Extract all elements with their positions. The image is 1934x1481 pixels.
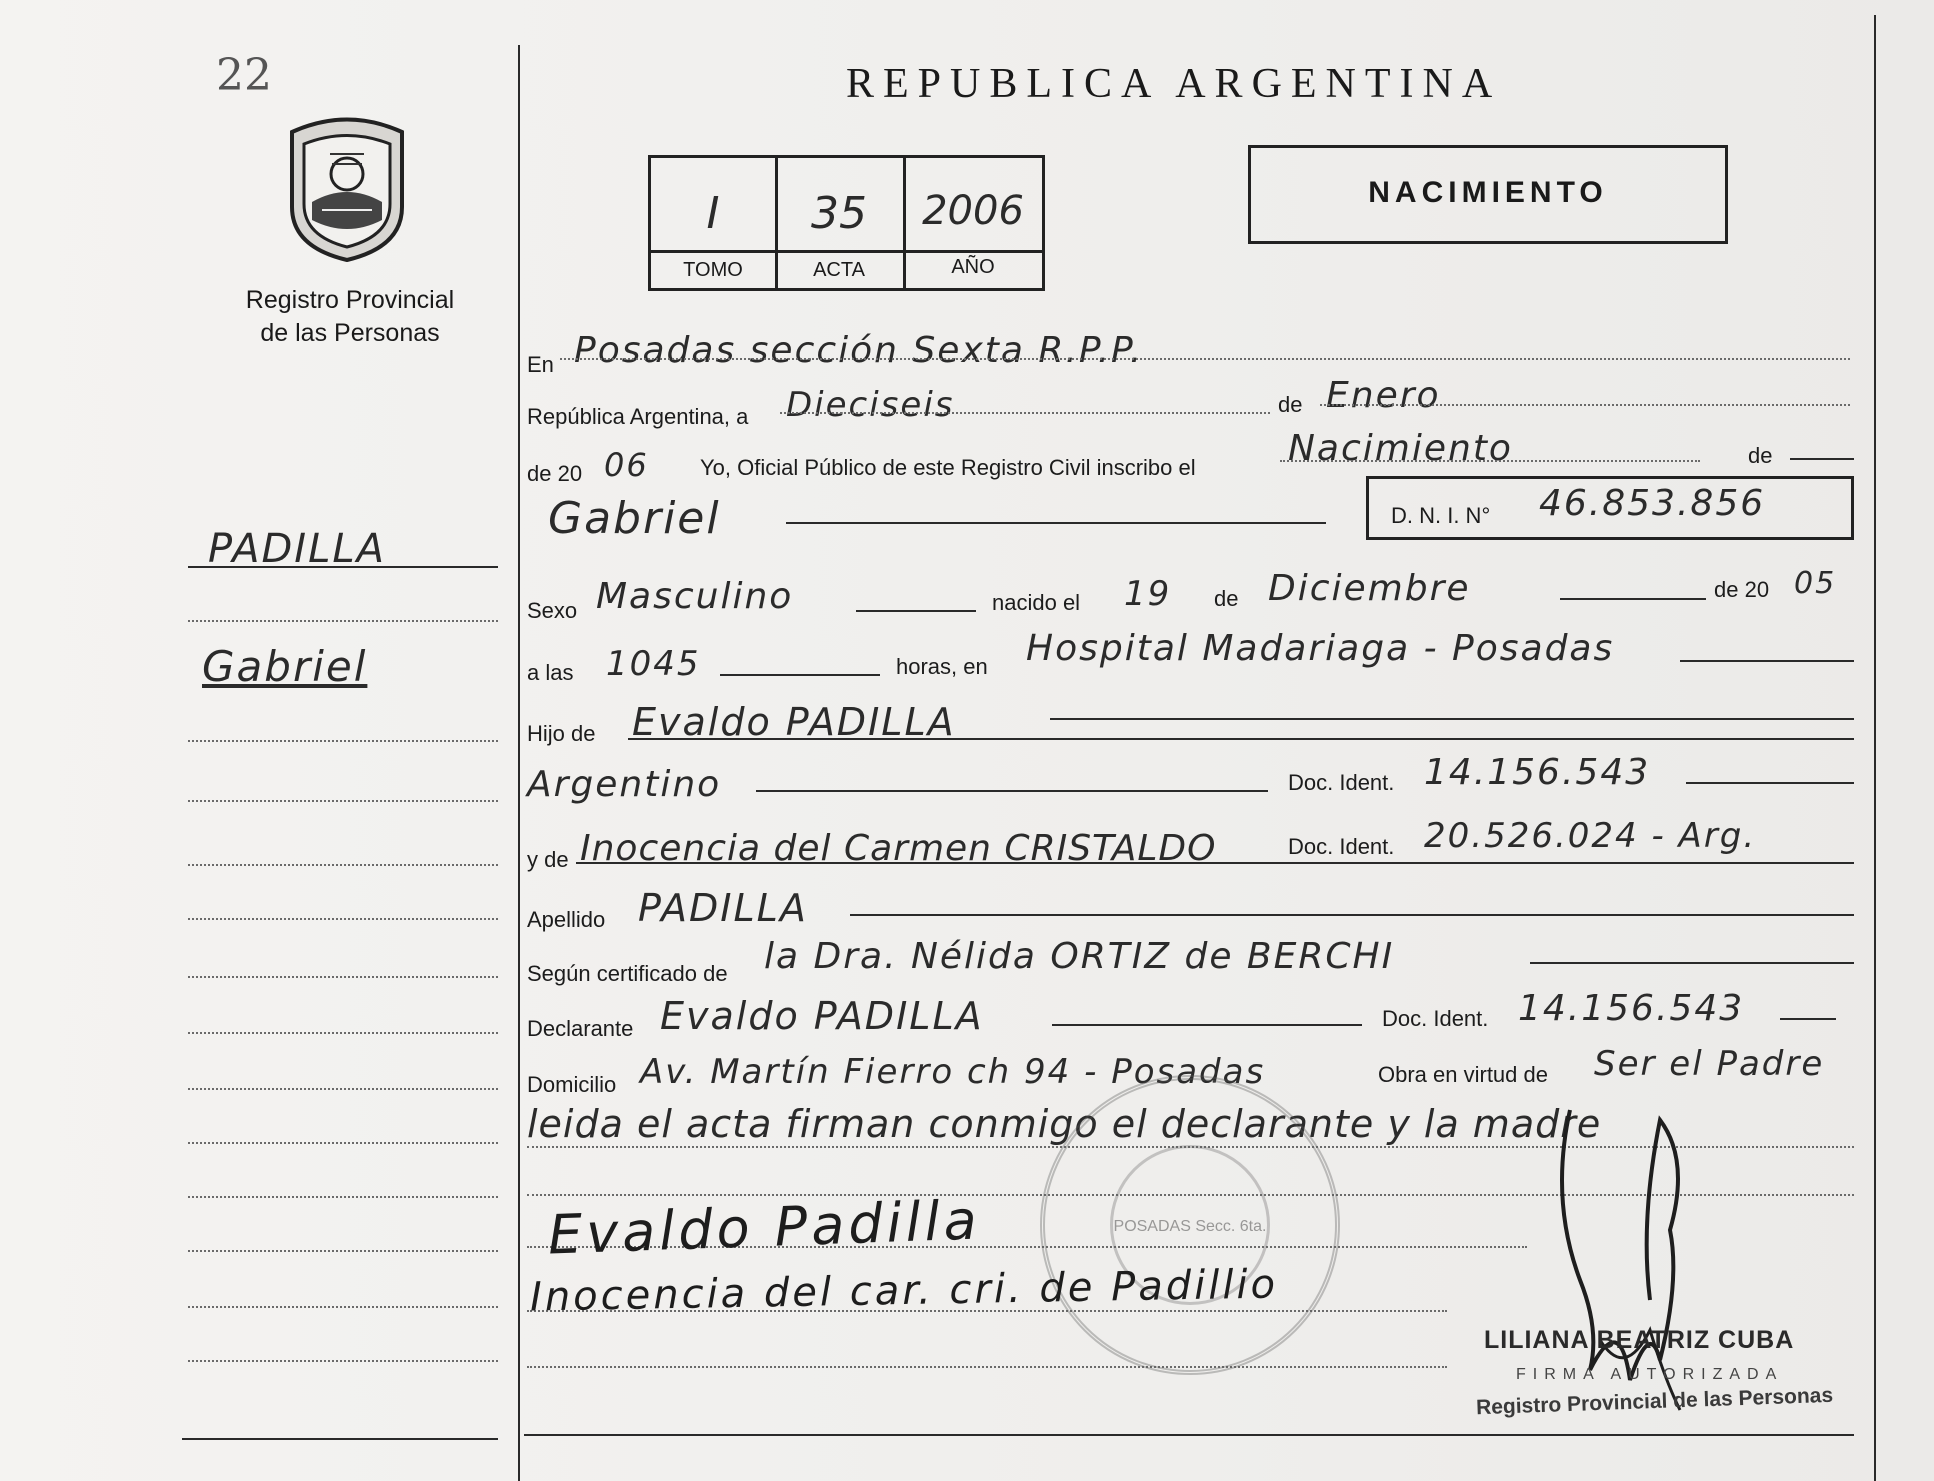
declarante-label: Declarante — [527, 1016, 634, 1041]
margin-line — [188, 918, 498, 920]
republica-label: República Argentina, a — [527, 404, 749, 429]
field-line — [1320, 404, 1850, 406]
margin-divider — [518, 45, 520, 1481]
madre-value: Inocencia del Carmen CRISTALDO — [580, 828, 1217, 869]
segun-label: Según certificado de — [527, 961, 728, 986]
doc-label-3: Doc. Ident. — [1382, 1006, 1489, 1031]
dni-label: D. N. I. N° — [1391, 503, 1491, 528]
doc-padre: 14.156.543 — [1424, 752, 1651, 793]
name-value: Gabriel — [548, 493, 721, 544]
sexo-value: Masculino — [596, 576, 794, 617]
apellido-value: PADILLA — [638, 886, 808, 930]
field-line — [576, 862, 1854, 864]
field-line — [1686, 782, 1854, 784]
field-line — [786, 522, 1326, 524]
seal-emblem-icon — [282, 112, 412, 262]
registry-stamp — [1040, 1075, 1340, 1375]
inscribo-value: Nacimiento — [1288, 428, 1513, 469]
dni-box — [1366, 476, 1854, 540]
margin-line — [188, 1142, 498, 1144]
field-line — [720, 674, 880, 676]
field-line — [1780, 1018, 1836, 1020]
margin-line — [188, 740, 498, 742]
de-label-3: de — [1214, 586, 1239, 611]
dni-value: 46.853.856 — [1539, 483, 1766, 524]
horas-label: horas, en — [896, 654, 988, 679]
office-line-2: de las Personas — [260, 319, 440, 347]
anio-label: AÑO — [951, 256, 995, 278]
margin-line — [188, 1196, 498, 1198]
oficial-label: Yo, Oficial Público de este Registro Civil inscribo el — [700, 455, 1196, 480]
field-line — [756, 790, 1268, 792]
field-line — [850, 914, 1854, 916]
country-title: REPUBLICA ARGENTINA — [846, 61, 1502, 107]
official-signature — [1540, 1080, 1710, 1440]
margin-given-name: Gabriel — [202, 642, 368, 691]
field-line — [1052, 1024, 1362, 1026]
obra-value: Ser el Padre — [1594, 1044, 1825, 1084]
apellido-label: Apellido — [527, 907, 606, 932]
birth-month: Diciembre — [1268, 568, 1471, 609]
margin-line — [188, 800, 498, 802]
margin-line — [188, 1306, 498, 1308]
box-divider — [651, 250, 1042, 253]
nacionalidad-padre: Argentino — [527, 764, 722, 805]
margin-line — [188, 1360, 498, 1362]
yde-label: y de — [527, 847, 569, 872]
en-value: Posadas sección Sexta R.P.P. — [574, 330, 1144, 371]
record-number-box — [648, 155, 1045, 291]
tomo-value: I — [706, 188, 720, 239]
margin-bottom-line — [182, 1438, 498, 1440]
month-value: Enero — [1326, 375, 1441, 416]
leida-value: leida el acta firman conmigo el declarante y la madre — [527, 1102, 1602, 1146]
nacido-label: nacido el — [992, 590, 1081, 615]
doc-madre: 20.526.024 - Arg. — [1424, 816, 1757, 856]
doc-label: Doc. Ident. — [1288, 770, 1395, 795]
de20-label-2: de 20 — [1714, 577, 1770, 602]
doc-declarante: 14.156.543 — [1518, 988, 1745, 1029]
field-line — [1050, 718, 1854, 720]
margin-surname-line — [188, 566, 498, 568]
official-office: Registro Provincial de las Personas — [1475, 1383, 1834, 1420]
margin-line — [188, 976, 498, 978]
birth-year: 05 — [1794, 566, 1837, 601]
anio-value: 2006 — [922, 188, 1024, 234]
field-line — [1790, 458, 1854, 460]
record-type: NACIMIENTO — [1368, 176, 1608, 209]
margin-line — [188, 1032, 498, 1034]
field-line — [1530, 962, 1854, 964]
field-line — [1280, 460, 1700, 462]
margin-line — [188, 1088, 498, 1090]
declarante-value: Evaldo PADILLA — [660, 994, 984, 1038]
field-line — [628, 738, 1854, 740]
office-name — [200, 284, 500, 350]
record-type-box — [1248, 145, 1728, 244]
field-line — [780, 412, 1270, 414]
day-value: Dieciseis — [786, 385, 955, 425]
page-number: 22 — [216, 50, 272, 101]
margin-line — [188, 620, 498, 622]
domicilio-value: Av. Martín Fierro ch 94 - Posadas — [640, 1052, 1266, 1092]
official-name: LILIANA BEATRIZ CUBA — [1484, 1326, 1795, 1354]
field-line — [856, 610, 976, 612]
domicilio-label: Domicilio — [527, 1072, 617, 1097]
margin-line — [188, 864, 498, 866]
de-label-2: de — [1748, 443, 1773, 468]
field-line — [1560, 598, 1706, 600]
birth-day: 19 — [1124, 574, 1172, 614]
tomo-label: TOMO — [683, 259, 743, 281]
certificado-value: la Dra. Nélida ORTIZ de BERCHI — [764, 936, 1395, 977]
signature-madre: Inocencia del car. cri. de Padillio — [529, 1261, 1279, 1321]
de-label: de — [1278, 392, 1303, 417]
signature-declarante: Evaldo Padilla — [547, 1188, 982, 1267]
alas-label: a las — [527, 660, 574, 685]
office-line-1: Registro Provincial — [245, 286, 455, 314]
padre-value: Evaldo PADILLA — [632, 700, 956, 744]
acta-value: 35 — [811, 188, 867, 239]
margin-surname: PADILLA — [208, 526, 387, 572]
right-border — [1874, 15, 1876, 1481]
obra-label: Obra en virtud de — [1378, 1062, 1548, 1087]
stamp-text: POSADAS Secc. 6ta. — [1110, 1145, 1270, 1305]
field-line — [1680, 660, 1854, 662]
field-line — [527, 1366, 1447, 1368]
en-label: En — [527, 352, 554, 377]
year-value: 06 — [604, 446, 649, 484]
doc-label-2: Doc. Ident. — [1288, 834, 1395, 859]
lugar-value: Hospital Madariaga - Posadas — [1026, 628, 1615, 669]
official-title: FIRMA AUTORIZADA — [1516, 1366, 1784, 1383]
province-seal — [282, 112, 412, 262]
signature-scribble-icon — [1540, 1080, 1710, 1440]
hijo-label: Hijo de — [527, 721, 596, 746]
margin-line — [188, 1250, 498, 1252]
de20-label: de 20 — [527, 461, 583, 486]
hora-value: 1045 — [606, 644, 701, 684]
sexo-label: Sexo — [527, 598, 578, 623]
field-line — [560, 358, 1850, 360]
acta-label: ACTA — [813, 259, 865, 281]
